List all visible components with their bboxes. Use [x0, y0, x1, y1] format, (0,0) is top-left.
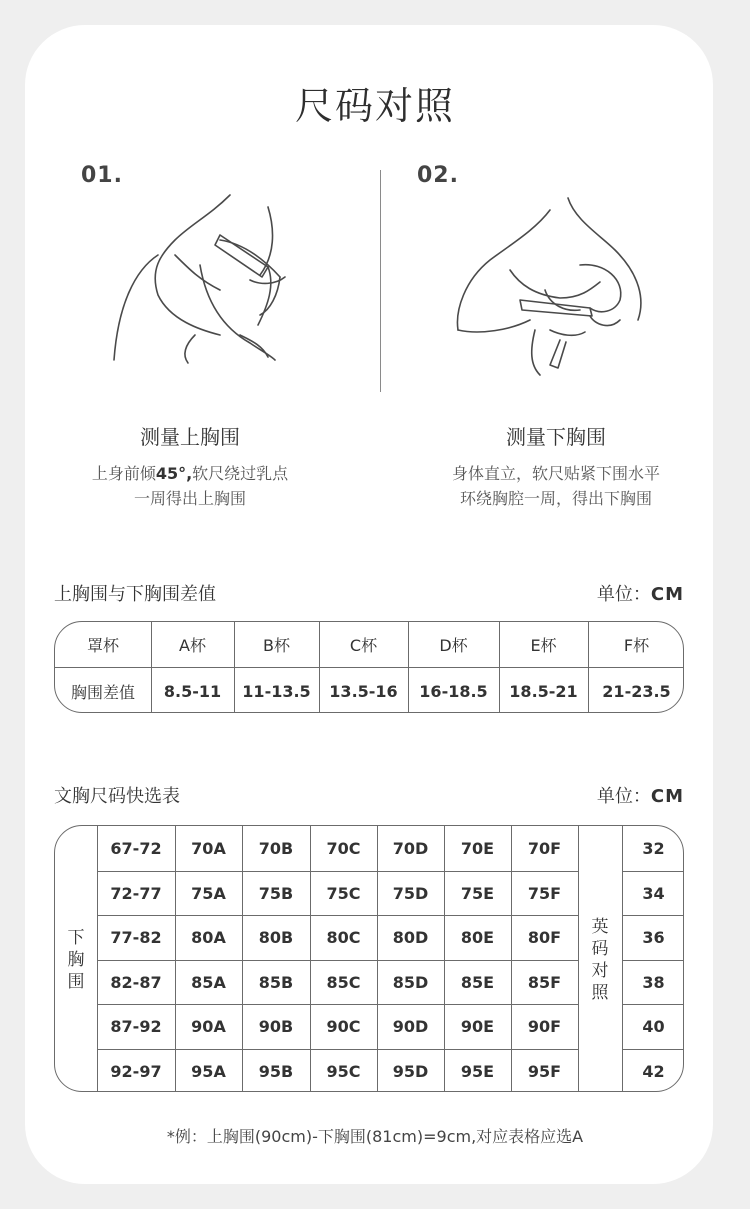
size-cell: 95E	[460, 1061, 495, 1081]
size-cell: 70F	[527, 839, 562, 858]
underbust-range-cell: 82-87	[110, 972, 162, 992]
step-2-caption: 测量下胸围	[506, 425, 606, 449]
step-2-description: 身体直立，软尺贴紧下围水平 环绕胸腔一周，得出下胸围	[451, 464, 660, 508]
size-unit: 单位：CM	[596, 786, 684, 807]
size-cell: 70E	[460, 839, 495, 858]
size-cell: 70B	[258, 839, 294, 858]
size-cell: 95B	[258, 1061, 294, 1081]
uk-size-cell: 40	[642, 1017, 665, 1036]
size-cell: 75E	[460, 883, 495, 903]
size-cell: 70D	[392, 839, 429, 858]
size-cell: 80E	[460, 928, 495, 947]
step-1-caption: 测量上胸围	[140, 425, 240, 449]
uk-size-cell: 42	[642, 1061, 665, 1081]
upper-bust-illustration	[100, 185, 320, 375]
header-cup: 罩杯	[86, 636, 119, 655]
step-2-number: 02.	[417, 163, 459, 188]
underbust-range-cell: 92-97	[110, 1061, 162, 1081]
diff-value-e: 18.5-21	[509, 681, 578, 701]
underbust-range-cell: 72-77	[110, 883, 162, 903]
uk-size-cell: 34	[642, 883, 665, 903]
size-cell: 80C	[326, 928, 361, 947]
size-cell: 90A	[191, 1017, 226, 1036]
uk-size-label: 英 码 对 照	[591, 916, 609, 1003]
size-cell: 75F	[527, 883, 562, 903]
diff-value-a: 8.5-11	[163, 681, 222, 701]
header-cup-c: C杯	[349, 636, 378, 655]
size-cell: 80F	[527, 928, 562, 947]
header-cup-f: F杯	[623, 636, 650, 655]
size-cell: 70C	[326, 839, 361, 858]
diff-value-c: 13.5-16	[329, 681, 398, 701]
size-cell: 95C	[326, 1061, 361, 1081]
header-cup-e: E杯	[530, 636, 557, 655]
size-cell: 95A	[191, 1061, 226, 1081]
size-cell: 75B	[258, 883, 294, 903]
size-cell: 85F	[527, 972, 562, 992]
step-1-description: 上身前倾45°,软尺绕过乳点 一周得出上胸围	[91, 464, 289, 508]
size-cell: 85D	[392, 972, 429, 992]
size-cell: 90C	[326, 1017, 361, 1036]
grid-vline	[578, 826, 579, 1092]
bra-size-table	[54, 825, 684, 1092]
size-cell: 70A	[191, 839, 226, 858]
size-cell: 80A	[191, 928, 226, 947]
size-cell: 85A	[191, 972, 226, 992]
underbust-range-cell: 77-82	[110, 928, 162, 947]
uk-size-cell: 32	[642, 839, 665, 858]
header-cup-b: B杯	[263, 636, 290, 655]
size-cell: 75A	[191, 883, 226, 903]
under-bust-illustration	[450, 190, 660, 380]
size-cell: 90B	[258, 1017, 294, 1036]
footnote-example: *例：上胸围(90cm)-下胸围(81cm)=9cm,对应表格应选A	[166, 1127, 584, 1146]
step-1-number: 01.	[81, 163, 123, 188]
size-cell: 90E	[460, 1017, 495, 1036]
size-cell: 80B	[258, 928, 294, 947]
header-cup-a: A杯	[179, 636, 206, 655]
header-cup-d: D杯	[439, 636, 468, 655]
row-label-difference: 胸围差值	[70, 682, 135, 702]
size-cell: 80D	[392, 928, 429, 947]
size-section-title: 文胸尺码快选表	[54, 786, 180, 807]
size-cell: 75C	[326, 883, 361, 903]
uk-size-cell: 38	[642, 972, 665, 992]
size-cell: 85B	[258, 972, 294, 992]
diff-unit: 单位：CM	[596, 584, 684, 605]
diff-value-f: 21-23.5	[602, 681, 671, 701]
diff-value-b: 11-13.5	[242, 681, 311, 701]
size-cell: 95F	[527, 1061, 562, 1081]
size-cell: 75D	[392, 883, 429, 903]
size-cell: 85E	[460, 972, 495, 992]
size-cell: 90F	[527, 1017, 562, 1036]
underbust-range-cell: 67-72	[110, 839, 162, 858]
underbust-range-cell: 87-92	[110, 1017, 162, 1036]
size-cell: 95D	[392, 1061, 429, 1081]
diff-value-d: 16-18.5	[419, 681, 488, 701]
cup-difference-table	[54, 621, 684, 713]
underbust-label: 下 胸 围	[67, 927, 85, 992]
uk-size-cell: 36	[642, 928, 665, 947]
size-cell: 85C	[326, 972, 361, 992]
page-title: 尺码对照	[294, 84, 455, 128]
step-divider	[380, 170, 381, 392]
size-cell: 90D	[392, 1017, 429, 1036]
diff-section-title: 上胸围与下胸围差值	[54, 584, 216, 605]
